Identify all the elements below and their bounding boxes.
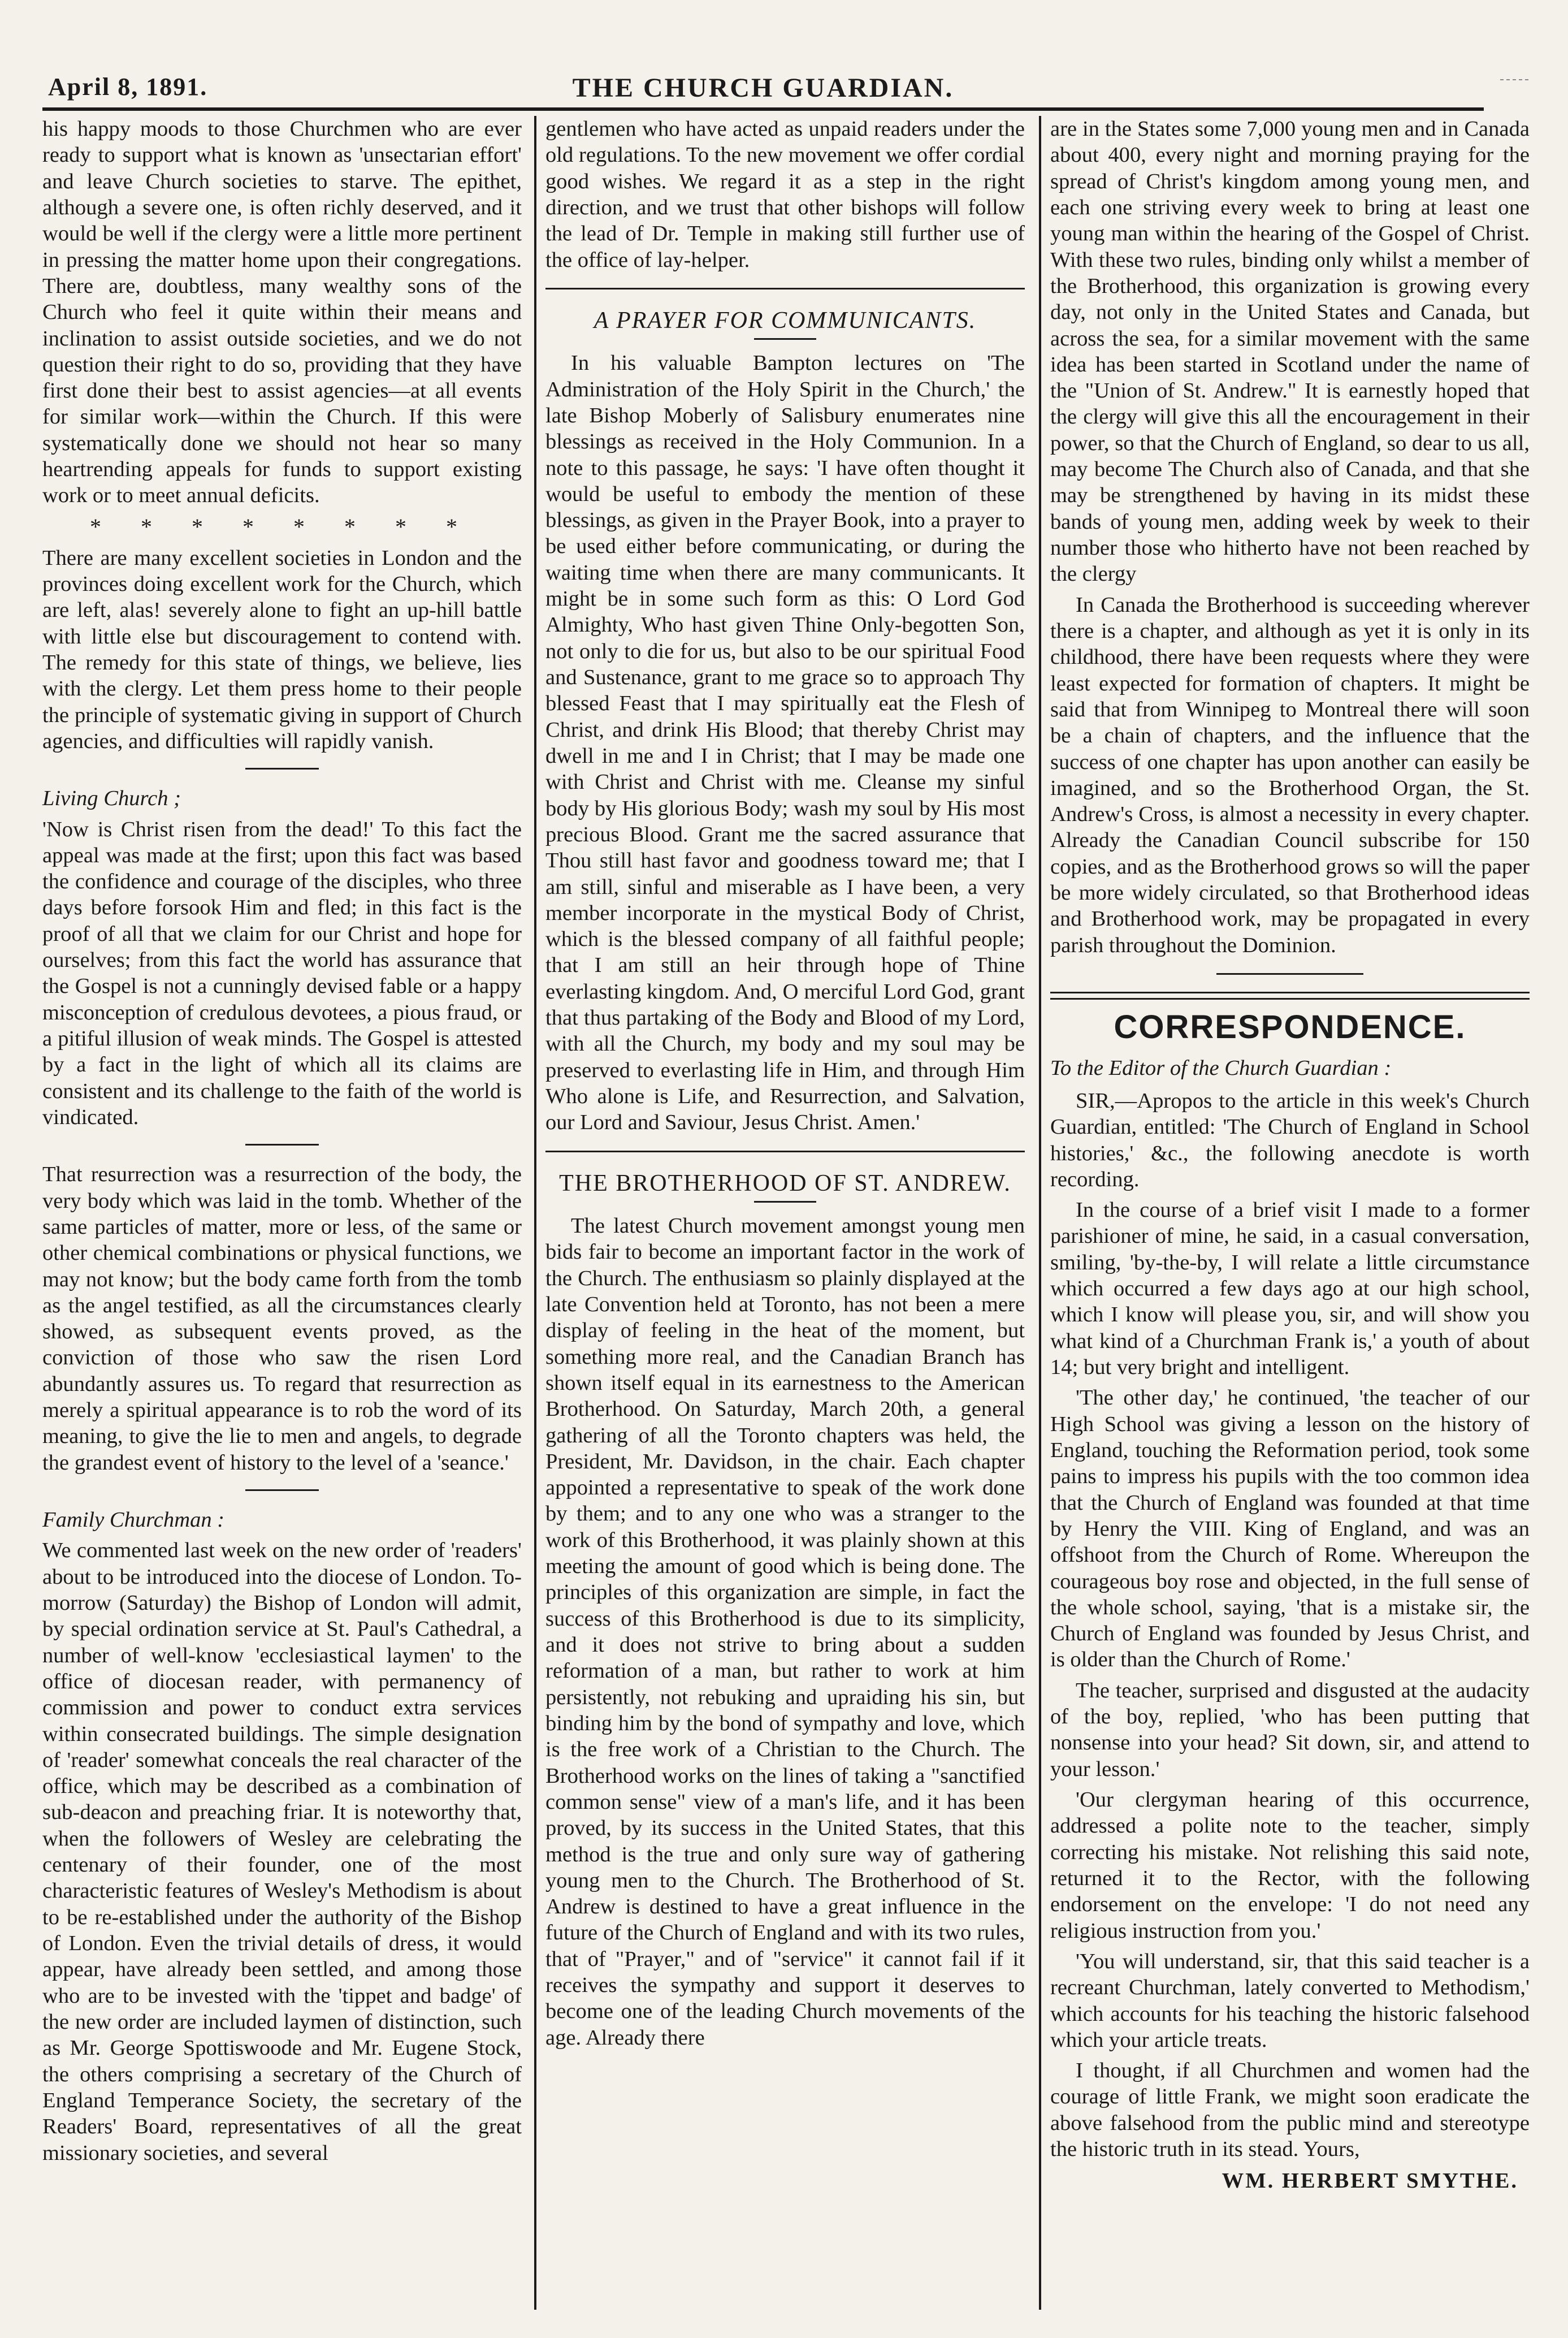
newspaper-title: THE CHURCH GUARDIAN. bbox=[572, 73, 954, 103]
heading-prayer-for-communicants: A PRAYER FOR COMMUNICANTS. bbox=[594, 307, 977, 334]
letter-signature: WM. HERBERT SMYTHE. bbox=[1222, 2169, 1518, 2193]
letter-paragraph: In the course of a brief visit I made to a former parishioner of mine, he said, in a casual conversation, smiling, 'by-the-by, I will relate a little circumstance which occurred a few days ago at our high school, which I know will please you, sir, and will show you what kind of a Churchman Frank is,' a youth of about 14; but very bright and intelligent. bbox=[1050, 1198, 1530, 1380]
divider bbox=[1216, 973, 1363, 975]
column-rule-1 bbox=[534, 116, 536, 2310]
article-paragraph: In his valuable Bampton lectures on 'The Administration of the Holy Spirit in the Church,' the late Bishop Moberly of Salisbury enumerates nine blessings as received in the Holy Communion. In a note to this passage, he says: 'I have often thought it would be useful to embody the mention of these blessings, as given in the Prayer Book, into a prayer to be used either before communicating, or during the waiting time when there are many communicants. It might be in some such form as this: O Lord God Almighty, Who hast given Thine Only-begotten Son, not only to die for us, but also to be our spiritual Food and Sustenance, grant to me grace so to approach Thy blessed Feast that I may spiritually eat the Flesh of Christ, and drink His Blood; that thereby Christ may dwell in me and I in Christ; that I may be made one with Christ and Christ with me. Cleanse my sinful body by His glorious Body; wash my soul by His most precious Blood. Grant me the sacred assurance that Thou still hast favor and goodness toward me; that I am still, sinful and miserable as I have been, a very member incorporate in the mystical Body of Christ, which is the blessed company of all faithful people; that I am still an heir through hope of Thine everlasting kingdom. And, O merciful Lord God, grant that thus partaking of the Body and Blood of my Lord, with all the Church, my body and my soul may be preserved to everlasting life in Him, and through Him Who alone is Life, and Resurrection, and Salvation, our Lord and Saviour, Jesus Christ. Amen.' bbox=[545, 351, 1025, 1135]
article-paragraph: 'Now is Christ risen from the dead!' To this fact the appeal was made at the first; upon this fact was based the confidence and courage of the disciples, who three days before forsook Him and fled; in this fact is the proof of all that we claim for our Christ and hope for ourselves; from this fact the world has assurance that the Gospel is not a cunningly devised fable or a happy misconception of credulous devotees, a pious fraud, or a pitiful illusion of weak minds. The Gospel is attested by a fact in the light of which all its claims are consistent and its challenge to the faith of the world is vindicated. bbox=[42, 817, 522, 1129]
letter-paragraph: SIR,—Apropos to the article in this week's Church Guardian, entitled: 'The Church of England in School histories,' &c., the following anecdote is worth recording. bbox=[1050, 1088, 1530, 1191]
letter-paragraph: 'Our clergyman hearing of this occurrence, addressed a polite note to the teacher, simply correcting his mistake. Not relishing this said note, returned it to the Rector, with the following endorsement on the envelope: 'I do not need any religious instruction from you.' bbox=[1050, 1788, 1530, 1943]
section-stars: * * * * * * * * bbox=[90, 513, 474, 539]
issue-date: April 8, 1891. bbox=[48, 73, 208, 101]
article-paragraph: The latest Church movement amongst young men bids fair to become an important factor in the work of the Church. The enthusiasm so plainly displayed at the late Convention held at Toronto, has not been a mere display of feeling in the heat of the moment, but something more real, and the Canadian Branch has shown itself equal in its earnestness to the American Brotherhood. On Saturday, March 20th, a general gathering of all the Toronto chapters was held, the President, Mr. Davidson, in the chair. Each chapter appointed a representative to speak of the work done by them; and to any one who was a stranger to the work of this Brotherhood, it was plainly shown at this meeting the amount of good which is being done. The principles of this organization are simple, in fact the success of this Brotherhood is due to its simplicity, and it does not strive to bring about a sudden reformation of a man, but rather to work at him persistently, not rebuking and upraiding his sin, but binding him by the bond of sympathy and love, which is the free work of a Christian to the Church. The Brotherhood works on the lines of taking a "sanctified common sense" view of a man's life, and it has been proved, by its success in the United States, that this method is the true and only sure way of gathering young men to the Church. The Brotherhood of St. Andrew is destined to have a great influence in the future of the Church of England and with its two rules, that of "Prayer," and of "service" it cannot fail if it receives the sympathy and support it deserves to become one of the leading Church movements of the age. Already there bbox=[545, 1214, 1025, 2050]
column-1 bbox=[42, 116, 522, 2310]
corner-mark bbox=[1500, 79, 1528, 80]
letter-paragraph: The teacher, surprised and disgusted at the audacity of the boy, replied, 'who has been putting that nonsense into your head? Sit down, sir, and attend to your lesson.' bbox=[1050, 1678, 1530, 1781]
letter-paragraph: 'You will understand, sir, that this said teacher is a recreant Churchman, lately converted to Methodism,' which accounts for his teaching the historic falsehood which your article treats. bbox=[1050, 1949, 1530, 2052]
column-2 bbox=[545, 116, 1025, 2310]
letter-salutation: To the Editor of the Church Guardian : bbox=[1050, 1056, 1392, 1080]
column-3 bbox=[1050, 116, 1530, 2310]
double-divider bbox=[1050, 992, 1530, 1000]
divider bbox=[545, 288, 1025, 289]
divider bbox=[754, 1201, 816, 1203]
divider bbox=[245, 768, 319, 770]
article-paragraph: In Canada the Brotherhood is succeeding wherever there is a chapter, and although as yet it is only in its childhood, there have been requests where they were least expected for formation of chapters. It might be said that from Winnipeg to Montreal there will soon be a chain of chapters, and the influence that the success of one chapter has upon another can easily be imagined, and so the Brotherhood Organ, the St. Andrew's Cross, is almost a necessity in every chapter. Already the Canadian Council subscribe for 150 copies, and as the Brotherhood grows so will the paper be more widely circulated, so that Brotherhood ideas and Brotherhood work, may be propagated in every parish throughout the Dominion. bbox=[1050, 593, 1530, 957]
article-paragraph: his happy moods to those Churchmen who are ever ready to support what is known as 'unsectarian effort' and leave Church societies to starve. The epithet, although a severe one, is often richly deserved, and it would be well if the clergy were a little more pertinent in pressing the matter home upon their congregations. There are, doubtless, many wealthy sons of the Church who feel it quite within their means and inclination to assist outside societies, and we do not question their right to do so, providing that they have first done their best to assist agencies—at all events for similar work—within the Church. If this were systematically done we should not hear so many heartrending appeals for funds to support existing work or to meet annual deficits. bbox=[42, 117, 522, 508]
article-paragraph: We commented last week on the new order of 'readers' about to be introduced into the diocese of London. To-morrow (Saturday) the Bishop of London will admit, by special ordination service at St. Paul's Cathedral, a number of well-know 'ecclesiastical laymen' to the office of diocesan reader, with permanency of commission and power to conduct extra services within consecrated buildings. The simple designation of 'reader' somewhat conceals the real character of the office, which may be described as a combination of sub-deacon and preaching friar. It is noteworthy that, when the followers of Wesley are celebrating the centenary of their founder, one of the most characteristic features of Wesley's Methodism is about to be re-established under the authority of the Bishop of London. Even the trivial details of dress, it would appear, have already been settled, and among those who are to be invested with the 'tippet and badge' of the new order are included laymen of distinction, such as Mr. George Spottiswoode and Mr. Eugene Stock, the others comprising a secretary of the Church of England Temperance Society, the secretary of the Readers' Board, representatives of all the great missionary societies, and several bbox=[42, 1539, 522, 2165]
divider bbox=[545, 1151, 1025, 1152]
quote-source-living-church: Living Church ; bbox=[42, 786, 181, 811]
quote-source-family-churchman: Family Churchman : bbox=[42, 1508, 225, 1532]
article-paragraph: There are many excellent societies in London and the provinces doing excellent work for the Church, which are left, alas! severely alone to fight an up-hill battle with little else but discouragement to contend with. The remedy for this state of things, we believe, lies with the clergy. Let them press home to their people the principle of systematic giving in support of Church agencies, and difficulties will rapidly vanish. bbox=[42, 546, 522, 753]
divider bbox=[245, 1144, 319, 1146]
masthead bbox=[42, 72, 1484, 111]
article-paragraph: That resurrection was a resurrection of the body, the very body which was laid in the tomb. Whether of the same particles of matter, more or less, of the same or other chemical combinations or physical functions, we may not know; but the body came forth from the tomb as the angel testified, as all the circumstances clearly showed, as subsequent events proved, as the conviction of those who saw the risen Lord abundantly assures us. To regard that resurrection as merely a spiritual appearance is to rob the word of its meaning, to give the lie to men and angels, to degrade the grandest event of history to the level of a 'seance.' bbox=[42, 1162, 522, 1475]
letter-paragraph: I thought, if all Churchmen and women had the courage of little Frank, we might soon eradicate the above falsehood from the public mind and stereotype the historic truth in its stead. Yours, bbox=[1050, 2059, 1530, 2162]
column-rule-2 bbox=[1039, 116, 1041, 2310]
heading-correspondence: CORRESPONDENCE. bbox=[1114, 1009, 1466, 1045]
article-paragraph: are in the States some 7,000 young men and in Canada about 400, every night and morning praying for the spread of Christ's kingdom among young men, and each one striving every week to bring at least one young man within the hearing of the Gospel of Christ. With these two rules, binding only whilst a member of the Brotherhood, this organization is growing every day, not only in the United States and Canada, but across the sea, for a similar movement with the same idea has been started in Scotland under the name of the "Union of St. Andrew." It is earnestly hoped that the clergy will give this all the encouragement in their power, so that the Church of England, so dear to us all, may become The Church also of Canada, and that she may be strengthened by having in its midst these bands of young men, adding week by week to their number those who hitherto have not been reached by the clergy bbox=[1050, 117, 1530, 586]
letter-paragraph: 'The other day,' he continued, 'the teacher of our High School was giving a lesson on the history of England, touching the Reformation period, took some pains to impress his pupils with the too common idea that the Church of England was founded at that time by Henry the VIII. King of England, and was an offshoot from the Church of Rome. Whereupon the courageous boy rose and objected, in the full sense of the whole school, saying, 'that is a mistake sir, the Church of England was founded by Jesus Christ, and is older than the Church of Rome.' bbox=[1050, 1386, 1530, 1672]
divider bbox=[754, 338, 816, 340]
heading-brotherhood-of-st-andrew: THE BROTHERHOOD OF ST. ANDREW. bbox=[559, 1170, 1011, 1196]
divider bbox=[245, 1489, 319, 1491]
article-paragraph: gentlemen who have acted as unpaid readers under the old regulations. To the new movement we offer cordial good wishes. We regard it as a step in the right direction, and we trust that other bishops will follow the lead of Dr. Temple in making still further use of the office of lay-helper. bbox=[545, 117, 1025, 272]
